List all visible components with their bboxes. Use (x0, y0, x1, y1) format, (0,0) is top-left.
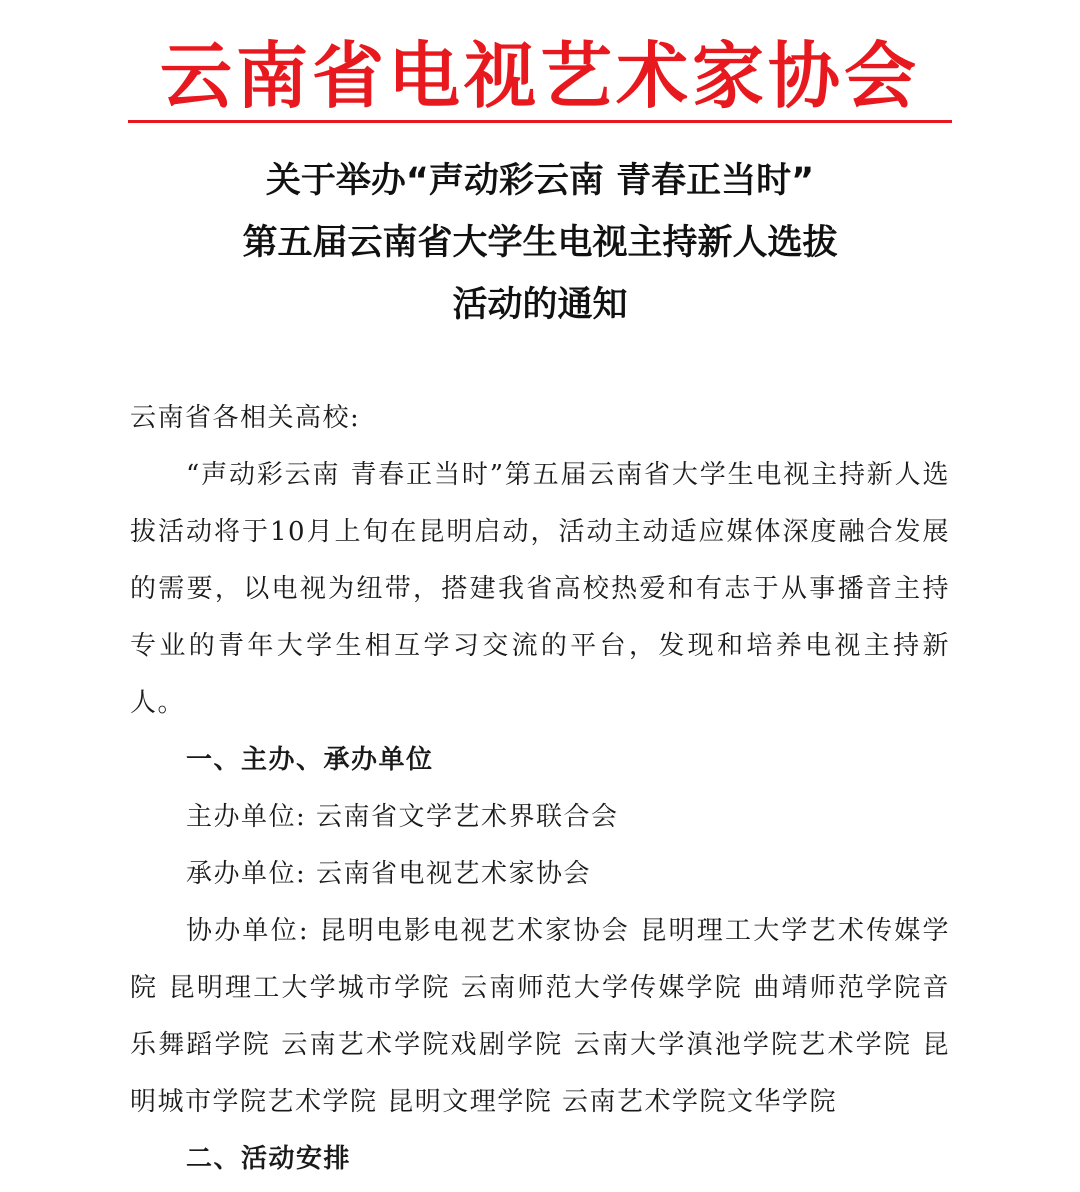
title-line-2: 第五届云南省大学生电视主持新人选拔 (242, 223, 838, 263)
intro-paragraph: “声动彩云南 青春正当时”第五届云南省大学生电视主持新人选拔活动将于10月上旬在昆明启动，活动主动适应媒体深度融合发展的需要，以电视为纽带，搭建我省高校热爱和有志于从事播音主持专业的青年大学生相互学习交流的平台，发现和培养电视主持新人。 (130, 460, 950, 718)
notice-body (130, 390, 950, 1188)
co-organizer-units: 协办单位: 昆明电影电视艺术家协会 昆明理工大学艺术传媒学院 昆明理工大学城市学院 云南师范大学传媒学院 曲靖师范学院音乐舞蹈学院 云南艺术学院戏剧学院 云南大学滇池学院艺术学院 昆明城市学院艺术学院 昆明文理学院 云南艺术学院文华学院 (130, 916, 950, 1117)
organization-header: 云南省电视艺术家协会 (159, 33, 920, 118)
section-2-heading: 二、活动安排 (186, 1144, 352, 1174)
organizer-unit: 承办单位: 云南省电视艺术家协会 (186, 859, 592, 889)
header-divider (128, 120, 952, 123)
title-line-1: 关于举办“声动彩云南 青春正当时” (265, 161, 815, 201)
host-unit: 主办单位: 云南省文学艺术界联合会 (186, 802, 619, 832)
salutation: 云南省各相关高校: (130, 403, 361, 433)
section-1-heading: 一、主办、承办单位 (186, 745, 434, 775)
notice-title (0, 150, 1080, 336)
title-line-3: 活动的通知 (452, 285, 628, 325)
